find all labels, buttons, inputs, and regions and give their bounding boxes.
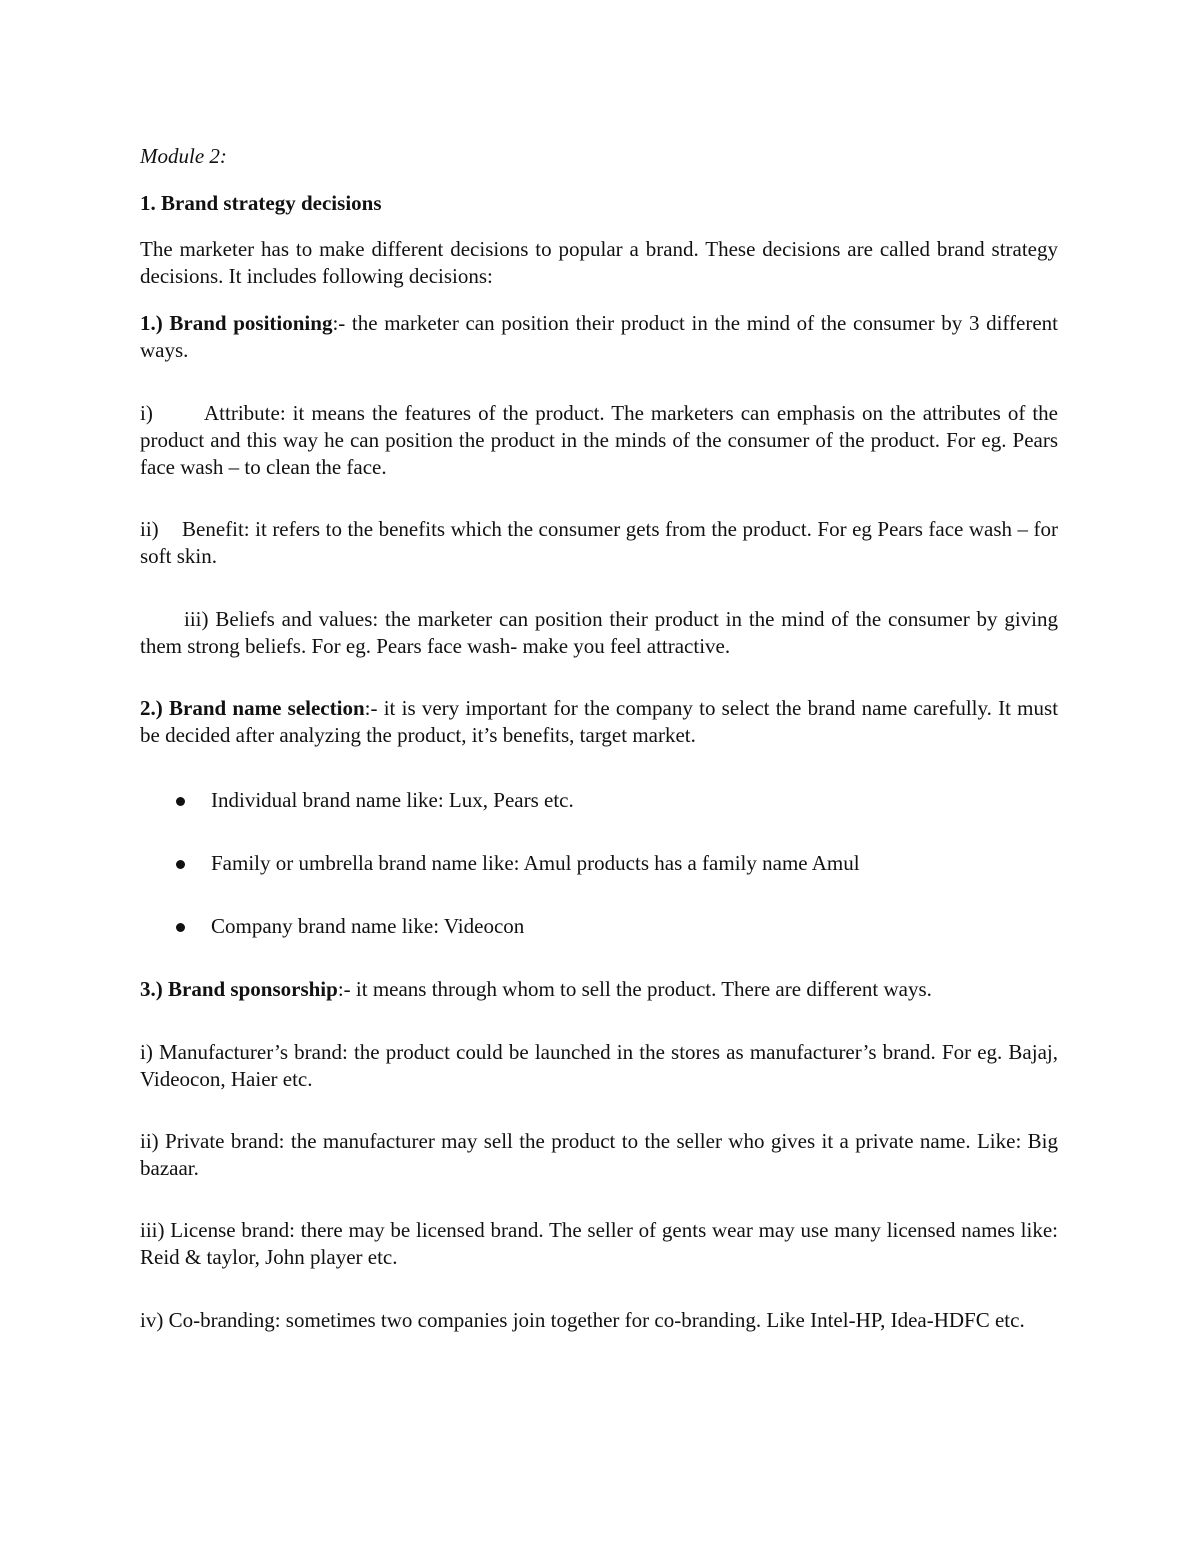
sponsorship-item-co-branding: iv) Co-branding: sometimes two companies join together for co-branding. Like Intel-HP, Idea-HDFC etc. — [140, 1308, 1025, 1332]
brand-name-selection-number: 2.) — [140, 696, 163, 720]
brand-name-selection-title: Brand name selection — [169, 696, 365, 720]
positioning-item-benefit — [140, 516, 1058, 570]
brand-name-selection-text: :- it is very important for the company to select the brand name carefully. It must be decided after analyzing the product, it’s benefits, target market. — [140, 696, 1059, 747]
positioning-item-marker: iii) — [184, 607, 209, 631]
brand-sponsorship-paragraph — [140, 976, 1058, 1003]
positioning-item-text: Attribute: it means the features of the product. The marketers can emphasis on the attributes of the product and this way he can position the product in the minds of the consumer of the product. For eg. Pears face wash – to clean the face. — [140, 401, 1058, 479]
positioning-item-beliefs — [140, 606, 1058, 660]
module-label: Module 2: — [140, 144, 227, 168]
positioning-item-attribute — [140, 400, 1058, 481]
brand-sponsorship-number: 3.) — [140, 977, 163, 1001]
brand-sponsorship-text: :- it means through whom to sell the product. There are different ways. — [337, 977, 932, 1001]
sponsorship-item-license: iii) License brand: there may be licensed brand. The seller of gents wear may use many licensed names like: Reid & taylor, John player etc. — [140, 1218, 1058, 1269]
brand-positioning-paragraph — [140, 310, 1058, 364]
positioning-item-marker: i) — [140, 401, 153, 425]
brand-positioning-number: 1.) — [140, 311, 163, 335]
list-item-text: Individual brand name like: Lux, Pears etc. — [211, 788, 574, 812]
brand-name-selection-paragraph — [140, 695, 1058, 749]
positioning-item-marker: ii) — [140, 517, 159, 541]
positioning-item-text: Beliefs and values: the marketer can position their product in the mind of the consumer by giving them strong beliefs. For eg. Pears face wash- make you feel attractive. — [140, 607, 1058, 658]
sponsorship-item-manufacturer: i) Manufacturer’s brand: the product could be launched in the stores as manufacturer’s brand. For eg. Bajaj, Videocon, Haier etc. — [140, 1040, 1058, 1091]
sponsorship-item-private: ii) Private brand: the manufacturer may sell the product to the seller who gives it a private name. Like: Big bazaar. — [140, 1129, 1058, 1180]
section-heading-brand-strategy: 1. Brand strategy decisions — [140, 191, 382, 215]
brand-sponsorship-title: Brand sponsorship — [168, 977, 338, 1001]
brand-positioning-text: :- the marketer can position their product in the mind of the consumer by 3 different ways. — [140, 311, 1058, 362]
bullet-dot-icon — [176, 923, 185, 932]
brand-positioning-title: Brand positioning — [169, 311, 333, 335]
positioning-item-text: Benefit: it refers to the benefits which the consumer gets from the product. For eg Pears face wash – for soft skin. — [140, 517, 1058, 568]
bullet-dot-icon — [176, 860, 185, 869]
list-item-text: Family or umbrella brand name like: Amul products has a family name Amul — [211, 851, 860, 875]
list-item-text: Company brand name like: Videocon — [211, 914, 525, 938]
bullet-dot-icon — [176, 797, 185, 806]
intro-paragraph: The marketer has to make different decisions to popular a brand. These decisions are called brand strategy decisions. It includes following decisions: — [140, 237, 1058, 288]
